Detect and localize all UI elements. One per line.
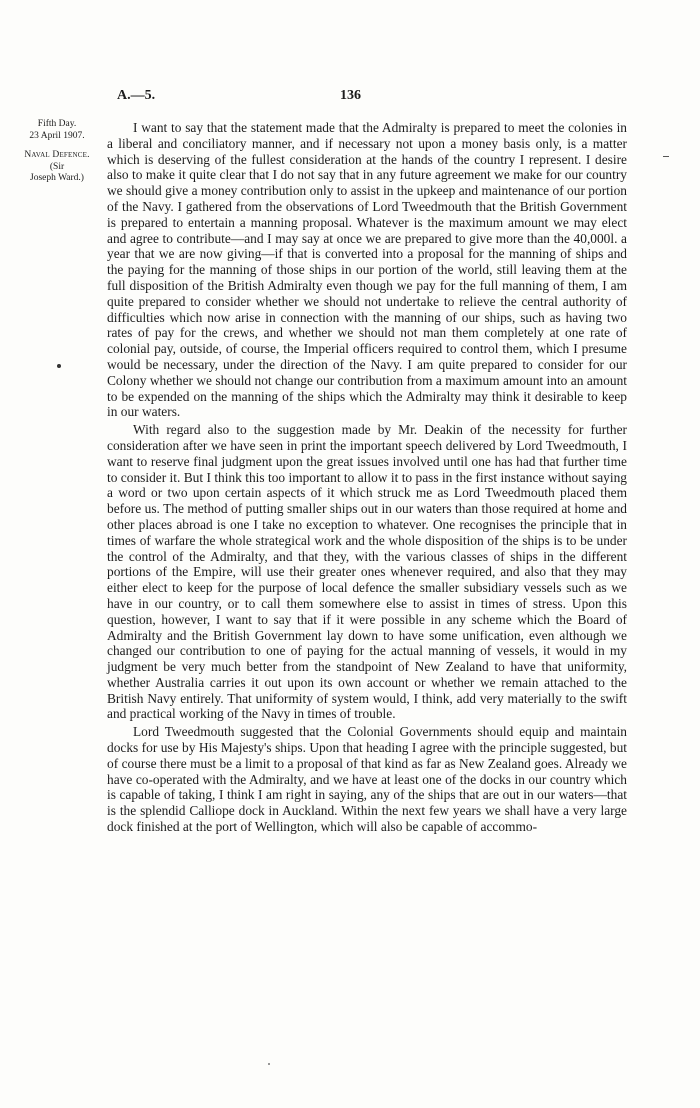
- margin-speaker-open: (Sir: [49, 161, 65, 172]
- paragraph-1: I want to say that the statement made that the Admiralty is prepared to meet the colonies in a liberal and conciliatory manner, and if necessary not upon a money basis only, is a matter which is deserving of the fullest consideration at the hands of the country I represent. I desire also to make it quite clear that I do not say that in any future agreement we make for our country we should give a money contribution only to assist in the upkeep and maintenance of our portion of the Navy. I gathered from the observations of Lord Tweedmouth that the British Government is prepared to entertain a manning proposal. Whatever is the maximum amount we may elect and agree to contribute—and I may say at once we are prepared to give more than the 40,000l. a year that we are now giving—if that is converted into a proposal for the manning of ships and the paying for the manning of those ships in our portion of the world, still leaving them at the full disposition of the British Admiralty even though we pay for the full manning of them, I am quite prepared to consider whether we should not undertake to relieve the central authority of difficulties which now arise in connection with the manning of our ships, such as having two rates of pay for the crews, and whether we should not man them completely at one rate of colonial pay, outside, of course, the Imperial officers required to control them, which I presume would be necessary, under the direction of the Navy. I am quite prepared to consider for our Colony whether we should not change our contribution from a maximum amount into an amount to be expended on the manning of the ships which the Admiralty may think it desirable to keep in our waters.: [107, 120, 627, 420]
- margin-mark: [663, 156, 669, 157]
- page-number: 136: [340, 88, 361, 103]
- paragraph-3: Lord Tweedmouth suggested that the Colonial Governments should equip and maintain docks for use by His Majesty's ships. Upon that heading I agree with the principle suggested, but of course there must be a limit to a proposal of that kind as far as New Zealand goes. Already we have co-operated with the Admiralty, and we have at least one of the docks in our country which is capable of taking, I think I am right in saying, any of the ships that are out in our waters—that is the splendid Calliope dock in Auckland. Within the next few years we shall have a very large dock finished at the port of Wellington, which will also be capable of accommo-: [107, 724, 627, 835]
- ink-speck: [57, 364, 61, 368]
- page-header: [0, 88, 700, 108]
- margin-speaker-name: Joseph Ward.): [30, 173, 84, 183]
- body-text: [107, 120, 627, 837]
- margin-subject: Naval Defence.: [24, 150, 90, 160]
- margin-day: Fifth Day.: [37, 119, 77, 129]
- paragraph-2: With regard also to the suggestion made by Mr. Deakin of the necessity for further consideration after we have seen in print the important speech delivered by Lord Tweedmouth, I want to reserve final judgment upon the great issues involved until one has had that further time to consider it. But I think this too important to allow it to pass in the first instance without saying a word or two upon certain aspects of it which struck me as Lord Tweedmouth placed them before us. The method of putting smaller ships out in our waters than those required at home and other places abroad is one I take no exception to whatever. One recognises the principle that in times of warfare the whole strategical work and the whole disposition of the ships is to be under the control of the Admiralty, and that they, with the various classes of ships in the different portions of the Empire, will use their greater ones whenever required, and also that they may either elect to keep for the purpose of local defence the smaller subsidiary vessels such as we have in our country, or to call them somewhere else to assist in times of stress. Upon this question, however, I want to say that if it were possible in any scheme which the Board of Admiralty and the British Government lay down to have some unification, even although we changed our contribution to one of paying for the actual manning of vessels, it would in my judgment be very much better from the standpoint of New Zealand to have that uniformity, whether Australia carries it out upon its own account or whether we remain attached to the British Navy entirely. That uniformity of system would, I think, add very materially to the swift and practical working of the Navy in times of trouble.: [107, 422, 627, 722]
- document-reference: A.—5.: [117, 88, 156, 103]
- ink-speck: [268, 1063, 270, 1065]
- margin-note: [14, 119, 100, 185]
- margin-date: 23 April 1907.: [29, 130, 85, 141]
